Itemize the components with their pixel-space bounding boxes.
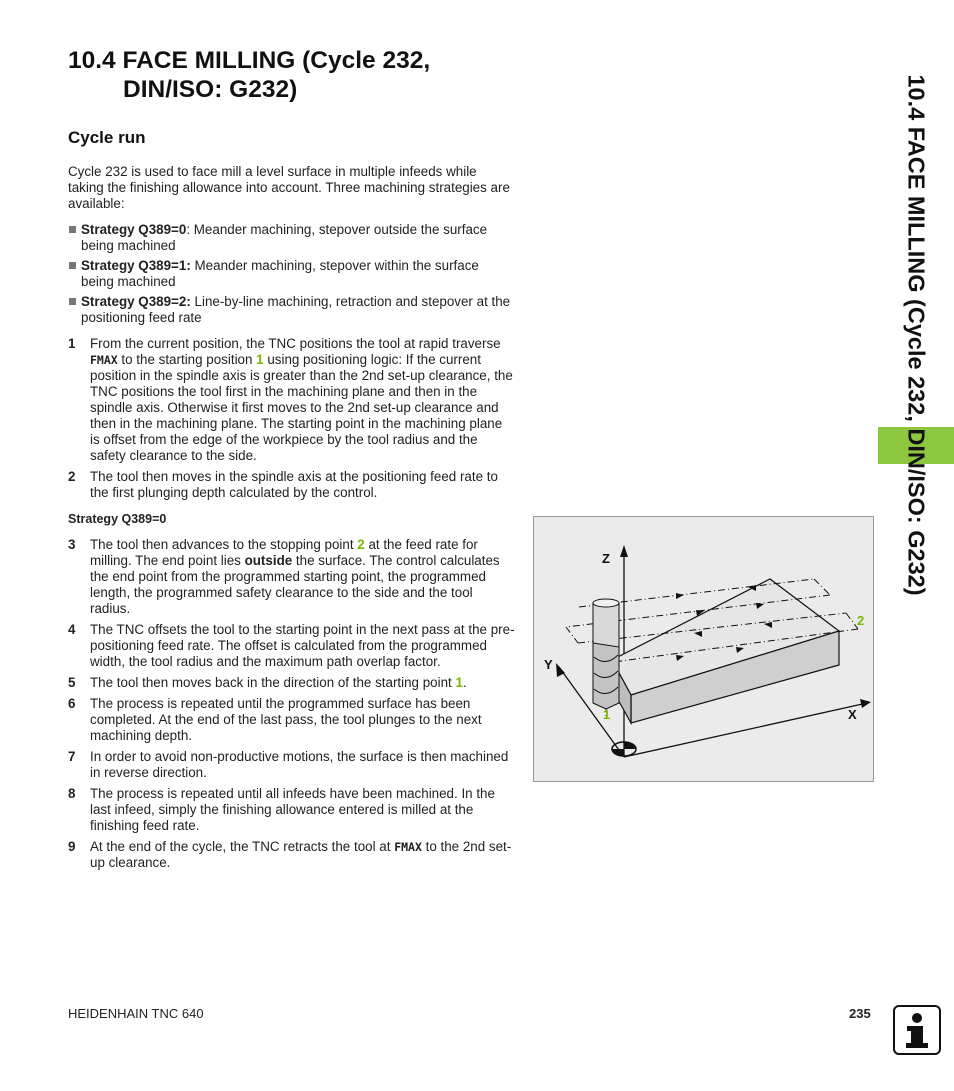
step-item xyxy=(68,469,515,501)
step-text: . xyxy=(462,675,467,690)
section-heading xyxy=(68,46,430,104)
step-text: the surface. The control calculates the end point from the programmed starting point, the programmed length, the programmed safety clearance to the side and the tool radius. xyxy=(90,553,500,616)
datum-point-icon xyxy=(612,742,636,756)
step-text: From the current position, the TNC positions the tool at rapid traverse xyxy=(90,336,501,351)
axis-label-z: Z xyxy=(602,551,610,566)
steps-list-a xyxy=(68,336,515,501)
info-icon xyxy=(893,1005,941,1055)
bullet-square-icon xyxy=(69,262,76,269)
section-heading-line1: 10.4 FACE MILLING (Cycle 232, xyxy=(68,47,431,74)
step-text: The tool then moves back in the direction of the starting point xyxy=(90,675,456,690)
bullet-square-icon xyxy=(69,298,76,305)
step-item xyxy=(68,696,515,744)
strategy-heading: Strategy Q389=0 xyxy=(68,512,167,526)
strategy-list xyxy=(68,222,515,326)
point-ref: 2 xyxy=(357,537,365,552)
emphasis: outside xyxy=(244,553,293,568)
step-number: 1 xyxy=(68,336,76,351)
strategy-item xyxy=(68,222,515,254)
step-number: 4 xyxy=(68,622,76,637)
step-text: using positioning logic: If the current position in the spindle axis is greater than the 2nd set-up clearance, the TNC positions the tool first in the machining plane and then in the spindle axis. Otherwise it first moves to the 2nd set-up clearance and then in the machining plane. The starting point in the machining plane is offset from the edge of the workpiece by the tool radius and the safety clearance to the side. xyxy=(90,352,513,463)
step-text: to the starting position xyxy=(117,352,257,367)
body-column xyxy=(68,164,515,881)
code-fmax: FMAX xyxy=(90,353,118,367)
step-item xyxy=(68,336,515,464)
step-text: The process is repeated until the programmed surface has been completed. At the end of the last pass, the tool plunges to the next machining depth. xyxy=(90,696,482,743)
footer-product: HEIDENHAIN TNC 640 xyxy=(68,1006,204,1021)
step-item xyxy=(68,622,515,670)
point-ref: 1 xyxy=(256,352,264,367)
step-number: 6 xyxy=(68,696,76,711)
axis-label-y: Y xyxy=(544,657,553,672)
code-fmax: FMAX xyxy=(394,840,422,854)
step-number: 5 xyxy=(68,675,76,690)
strategy-text: Line-by-line machining, retraction and stepover at the positioning feed rate xyxy=(81,294,511,325)
step-text: The process is repeated until all infeeds have been machined. In the last infeed, simply the finishing allowance entered is milled at the finishing feed rate. xyxy=(90,786,495,833)
point-label-1: 1 xyxy=(603,707,611,722)
axis-label-x: X xyxy=(848,707,857,722)
step-item xyxy=(68,537,515,617)
step-number: 2 xyxy=(68,469,76,484)
step-item xyxy=(68,786,515,834)
step-text: to the 2nd set-up clearance. xyxy=(90,839,512,870)
steps-list-b xyxy=(68,537,515,871)
face-milling-diagram xyxy=(533,516,874,782)
end-mill-tool xyxy=(593,599,619,709)
strategy-text: : Meander machining, stepover outside the surface being machined xyxy=(81,222,488,253)
step-text: The tool then advances to the stopping point xyxy=(90,537,358,552)
step-text: At the end of the cycle, the TNC retracts the tool at xyxy=(90,839,395,854)
intro-paragraph: Cycle 232 is used to face mill a level surface in multiple infeeds while taking the finishing allowance into account. Three machining strategies are available: xyxy=(68,164,510,211)
strategy-label: Strategy Q389=2: xyxy=(81,294,191,309)
strategy-label: Strategy Q389=0 xyxy=(81,222,187,237)
step-number: 8 xyxy=(68,786,76,801)
y-axis-arrow-icon xyxy=(556,663,565,677)
section-heading-line2: DIN/ISO: G232) xyxy=(123,76,298,103)
step-number: 3 xyxy=(68,537,76,552)
z-axis-arrow-icon xyxy=(620,545,628,557)
subheading-cycle-run: Cycle run xyxy=(68,128,146,147)
step-number: 7 xyxy=(68,749,76,764)
step-text: The tool then moves in the spindle axis at the positioning feed rate to the first plunging depth calculated by the control. xyxy=(90,469,498,500)
strategy-item xyxy=(68,258,515,290)
page-number: 235 xyxy=(849,1006,871,1021)
point-label-2: 2 xyxy=(857,613,865,628)
side-running-title: 10.4 FACE MILLING (Cycle 232, DIN/ISO: G232) xyxy=(903,74,930,596)
step-item xyxy=(68,675,515,691)
bullet-square-icon xyxy=(69,226,76,233)
strategy-text: Meander machining, stepover within the surface being machined xyxy=(81,258,479,289)
strategy-label: Strategy Q389=1: xyxy=(81,258,191,273)
step-item xyxy=(68,749,515,781)
step-text: In order to avoid non-productive motions, the surface is then machined in reverse direction. xyxy=(90,749,509,780)
step-item xyxy=(68,839,515,871)
step-text: at the feed rate for milling. The end point lies xyxy=(90,537,478,568)
step-number: 9 xyxy=(68,839,76,854)
step-text: The TNC offsets the tool to the starting point in the next pass at the pre-positioning feed rate. The offset is calculated from the programmed width, the tool radius and the maximum path overlap factor. xyxy=(90,622,515,669)
x-axis-arrow-icon xyxy=(860,699,871,708)
strategy-item xyxy=(68,294,515,326)
point-ref: 1 xyxy=(455,675,463,690)
